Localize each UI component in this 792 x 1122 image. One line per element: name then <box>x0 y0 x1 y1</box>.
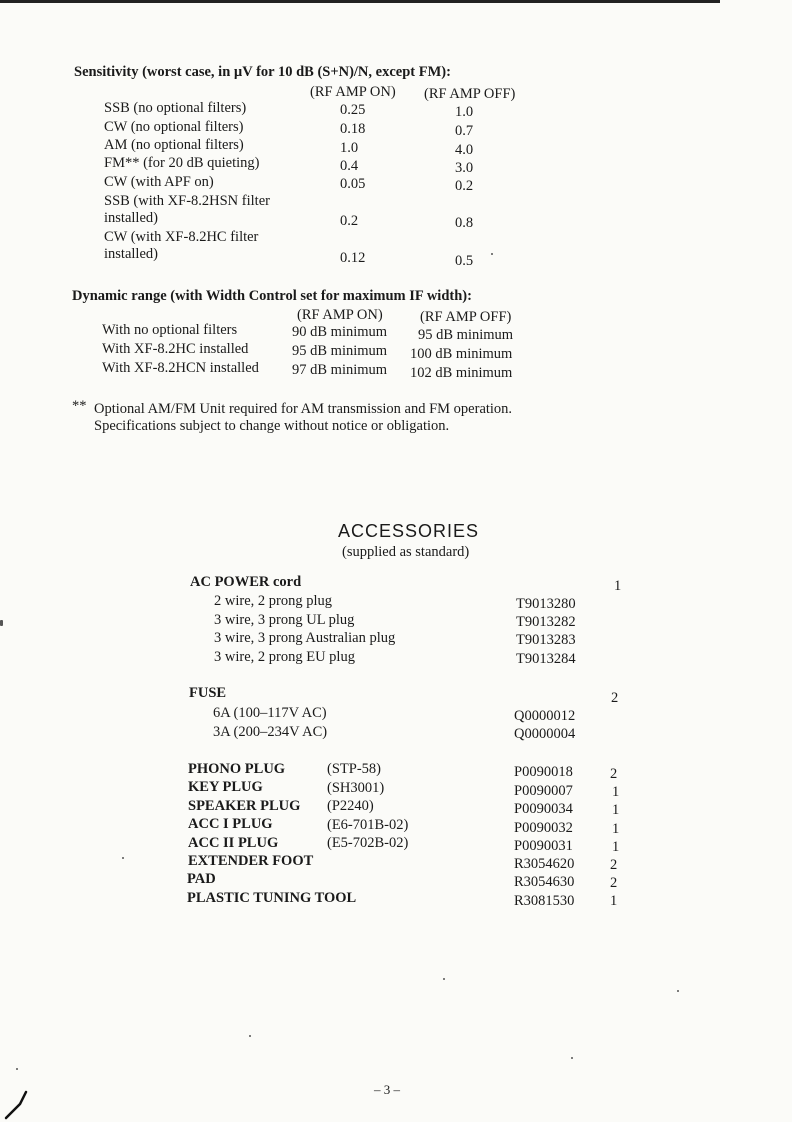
sensitivity-row-label: SSB (no optional filters) <box>104 100 247 116</box>
part-number: P0090018 <box>514 764 573 780</box>
part-name: PLASTIC TUNING TOOL <box>187 890 357 906</box>
dynamic-row-on: 97 dB minimum <box>292 362 388 378</box>
sensitivity-row-on: 0.25 <box>340 102 366 118</box>
dynamic-row-off: 95 dB minimum <box>418 327 514 343</box>
dynamic-row-off: 100 dB minimum <box>410 346 513 362</box>
sensitivity-row-on: 0.05 <box>340 176 366 192</box>
sensitivity-row-label-cont: installed) <box>104 210 158 226</box>
part-number: P0090007 <box>514 783 573 799</box>
sensitivity-row-off: 0.7 <box>455 123 474 139</box>
sensitivity-row-label: SSB (with XF-8.2HSN filter <box>104 193 270 209</box>
part-qty: 1 <box>610 893 618 909</box>
part-qty: 1 <box>612 784 620 800</box>
part-name: ACC II PLUG <box>188 835 279 851</box>
page-number: – 3 – <box>374 1082 400 1097</box>
part-name: SPEAKER PLUG <box>188 798 301 814</box>
part-model: (E6-701B-02) <box>327 817 409 833</box>
sensitivity-row-off: 0.8 <box>455 215 474 231</box>
part-number: R3054620 <box>514 856 575 872</box>
dynamic-row-label: With XF-8.2HC installed <box>102 341 249 357</box>
fuse-item-part: Q0000012 <box>514 708 576 724</box>
dynamic-row-on: 90 dB minimum <box>292 324 388 340</box>
power-cord-item-part: T9013280 <box>516 596 576 612</box>
sensitivity-col-on: (RF AMP ON) <box>310 84 396 100</box>
part-number: R3081530 <box>514 893 575 909</box>
scan-speck <box>571 1057 573 1059</box>
power-cord-item-label: 3 wire, 3 prong UL plug <box>214 612 355 628</box>
dynamic-row-label: With XF-8.2HCN installed <box>102 360 259 376</box>
power-cord-item-label: 2 wire, 2 prong plug <box>214 593 332 609</box>
power-cord-qty: 1 <box>614 578 622 594</box>
part-name: PHONO PLUG <box>188 761 286 777</box>
sensitivity-row-label-cont: installed) <box>104 246 158 262</box>
power-cord-item-part: T9013282 <box>516 614 576 630</box>
part-number: P0090034 <box>514 801 573 817</box>
part-qty: 1 <box>612 802 620 818</box>
sensitivity-row-label: CW (with XF-8.2HC filter <box>104 229 259 245</box>
notes-line-2: Specifications subject to change without notice or obligation. <box>94 418 450 434</box>
power-cord-item-label: 3 wire, 3 prong Australian plug <box>214 630 396 646</box>
sensitivity-row-off: 0.5 <box>455 253 474 269</box>
power-cord-item-part: T9013284 <box>516 651 576 667</box>
part-model: (E5-702B-02) <box>327 835 409 851</box>
part-number: P0090032 <box>514 820 573 836</box>
part-model: (STP-58) <box>327 761 381 777</box>
scan-speck <box>249 1035 251 1037</box>
dynamic-row-label: With no optional filters <box>102 322 238 338</box>
sensitivity-row-on: 0.18 <box>340 121 366 137</box>
part-number: R3054630 <box>514 874 575 890</box>
sensitivity-row-on: 1.0 <box>340 140 359 156</box>
notes-line-1: Optional AM/FM Unit required for AM transmission and FM operation. <box>94 401 513 417</box>
scan-speck <box>491 253 493 255</box>
part-qty: 2 <box>610 875 618 891</box>
sensitivity-row-label: AM (no optional filters) <box>104 137 244 153</box>
dynamic-row-on: 95 dB minimum <box>292 343 388 359</box>
pen-mark-icon <box>2 1090 32 1122</box>
part-model: (P2240) <box>327 798 374 814</box>
part-number: P0090031 <box>514 838 573 854</box>
scan-speck <box>0 620 3 626</box>
dynamic-row-off: 102 dB minimum <box>410 365 513 381</box>
power-cord-item-label: 3 wire, 2 prong EU plug <box>214 649 355 665</box>
sensitivity-title: Sensitivity (worst case, in µV for 10 dB (S+N)/N, except FM): <box>74 64 451 80</box>
part-name: KEY PLUG <box>188 779 263 795</box>
dynamic-col-off: (RF AMP OFF) <box>420 309 512 325</box>
sensitivity-row-on: 0.4 <box>340 158 359 174</box>
page-top-edge <box>0 0 720 3</box>
dynamic-col-on: (RF AMP ON) <box>297 307 383 323</box>
sensitivity-row-off: 0.2 <box>455 178 474 194</box>
power-cord-name: AC POWER cord <box>190 574 302 590</box>
part-qty: 1 <box>612 839 620 855</box>
fuse-name: FUSE <box>189 685 227 701</box>
sensitivity-col-off: (RF AMP OFF) <box>424 86 516 102</box>
sensitivity-row-label: CW (no optional filters) <box>104 119 244 135</box>
part-name: ACC I PLUG <box>188 816 273 832</box>
part-qty: 1 <box>612 821 620 837</box>
accessories-subheading: (supplied as standard) <box>342 544 470 560</box>
sensitivity-row-label: FM** (for 20 dB quieting) <box>104 155 260 171</box>
sensitivity-row-on: 0.2 <box>340 213 359 229</box>
sensitivity-row-label: CW (with APF on) <box>104 174 214 190</box>
power-cord-item-part: T9013283 <box>516 632 576 648</box>
part-qty: 2 <box>610 766 618 782</box>
scan-speck <box>122 857 124 859</box>
sensitivity-row-on: 0.12 <box>340 250 366 266</box>
sensitivity-row-off: 4.0 <box>455 142 474 158</box>
fuse-qty: 2 <box>611 690 619 706</box>
part-model: (SH3001) <box>327 780 385 796</box>
scan-speck <box>677 990 679 992</box>
sensitivity-row-off: 3.0 <box>455 160 474 176</box>
scan-speck <box>16 1068 18 1070</box>
scan-speck <box>443 978 445 980</box>
sensitivity-row-off: 1.0 <box>455 104 474 120</box>
dynamic-title: Dynamic range (with Width Control set for maximum IF width): <box>72 288 472 304</box>
fuse-item-label: 6A (100–117V AC) <box>213 705 327 721</box>
part-name: PAD <box>187 871 216 887</box>
part-name: EXTENDER FOOT <box>188 853 314 869</box>
fuse-item-part: Q0000004 <box>514 726 576 742</box>
part-qty: 2 <box>610 857 618 873</box>
fuse-item-label: 3A (200–234V AC) <box>213 724 328 740</box>
accessories-heading: ACCESSORIES <box>338 521 480 541</box>
notes-mark: ** <box>72 398 87 414</box>
